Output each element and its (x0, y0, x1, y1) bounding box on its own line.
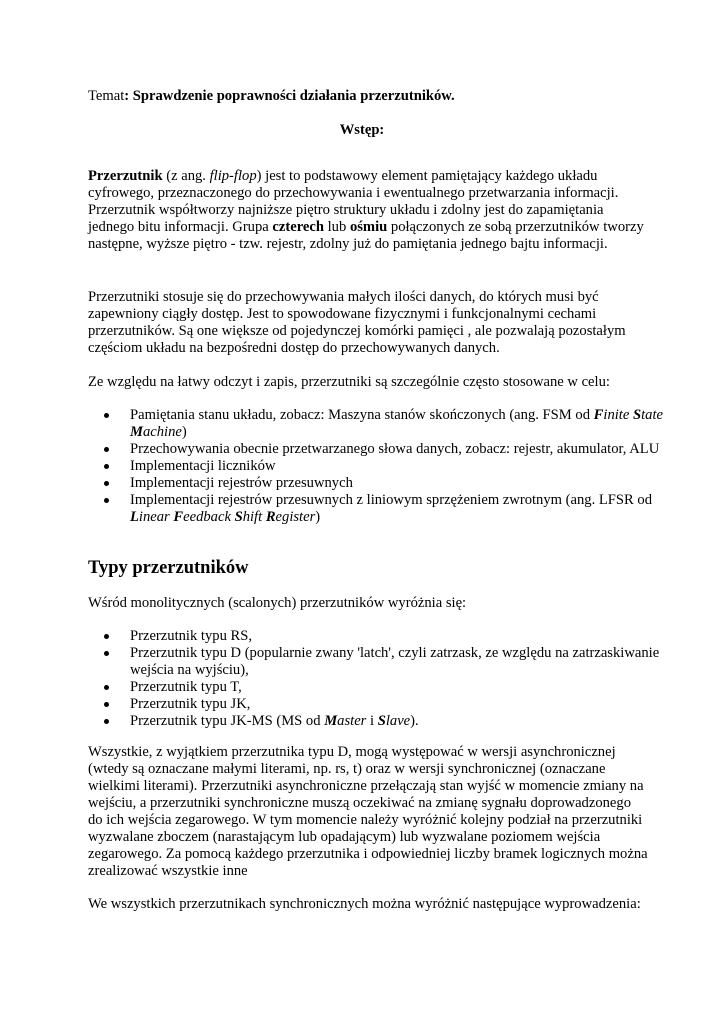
acronym-letter: S (234, 509, 243, 525)
acronym-letter: M (324, 713, 338, 729)
acronym-letter: F (173, 509, 184, 525)
list-item: Implementacji rejestrów przesuwnych (130, 475, 690, 492)
text-run: egister (275, 509, 316, 525)
text-run: ) (181, 424, 187, 440)
topic-line (88, 88, 648, 105)
list-item: Implementacji liczników (130, 458, 690, 475)
text-run: hift (242, 509, 266, 525)
paragraph-async-sync: Wszystkie, z wyjątkiem przerzutnika typu D, mogą występować w wersji asynchronicznej (wtedy są oznaczane małymi literami, np. rs, t) oraz w wersji synchronicznej (oznaczane wielkimi literami). Przerzutniki asynchroniczne przełączają stan wyjść w momencie zmiany na wejściu, a przerzutniki synchroniczne muszą oczekiwać na zmianę sygnału doprowadzonego do ich wejścia zegarowego. W tym momencie należy wyróżnić kolejny podział na przerzutniki wyzwalane zboczem (narastającym lub opadającym) lub wyzwalane poziomem wejścia zegarowego. Za pomocą każdego przerzutnika i odpowiedniej liczby bramek logicznych można zrealizować wszystkie inne (88, 744, 648, 879)
acronym-letter: S (377, 713, 386, 729)
text-run: aster (337, 713, 367, 729)
term-flip-flop: flip-flop (209, 168, 257, 184)
text-run: inite (603, 407, 633, 423)
text-run: ) (315, 509, 321, 525)
text-run: (z ang. (162, 168, 210, 184)
acronym-letter: S (632, 407, 642, 423)
text-run: Pamiętania stanu układu, zobacz: Maszyna stanów skończonych (ang. FSM od (130, 407, 594, 423)
list-item: Przerzutnik typu JK, (130, 696, 690, 713)
paragraph-usage: Przerzutniki stosuje się do przechowywania małych ilości danych, do których musi być zapewniony ciągły dostęp. Jest to spowodowane fizycznymi i funkcjonalnymi cechami przerzutników. Są one większe od pojedynczej komórki pamięci , ale pozwalają pozostałym częściom układu na bezpośredni dostęp do przechowywanych danych. (88, 289, 626, 356)
text-run: lub (323, 219, 350, 235)
list-item: Przechowywania obecnie przetwarzanego słowa danych, zobacz: rejestr, akumulator, ALU (130, 441, 690, 458)
list-item: Przerzutnik typu D (popularnie zwany 'latch', czyli zatrzask, ze względu na zatrzaskiwanie wejścia na wyjściu), (130, 645, 690, 679)
paragraph-types-intro: Wśród monolitycznych (scalonych) przerzutników wyróżnia się: (88, 595, 467, 611)
term-osmiu: ośmiu (349, 219, 388, 235)
list-item (130, 492, 690, 526)
text-run: ) jest to podstawowy element pamiętający każdego układu cyfrowego, przeznaczonego do przechowywania i ewentualnego przetwarzania informacji. Przerzutnik współtworzy najniższe piętro struktury układu i zdolny jest do zapamiętania jednego bitu informacji. Grupa (88, 168, 619, 235)
text-run: połączonych ze sobą przerzutników tworzy następne, wyższe piętro - tzw. rejestr, zdolny już do pamiętania jednego bajtu informacji. (88, 219, 644, 252)
acronym-letter: L (130, 509, 139, 525)
intro-heading: Wstęp: (339, 122, 385, 138)
text-run: Implementacji rejestrów przesuwnych z liniowym sprzężeniem zwrotnym (ang. LFSR od (130, 492, 652, 508)
term-czterech: czterech (272, 219, 324, 235)
acronym-letter: R (265, 509, 276, 525)
text-run: i (366, 713, 378, 729)
uses-list (88, 407, 690, 526)
list-item (130, 713, 690, 730)
paragraph-purpose: Ze względu na łatwy odczyt i zapis, przerzutniki są szczególnie często stosowane w celu: (88, 374, 610, 390)
text-run: lave (385, 713, 411, 729)
text-run: eedback (183, 509, 235, 525)
types-heading: Typy przerzutników (88, 558, 249, 578)
acronym-letter: M (130, 424, 143, 440)
text-run: achine (142, 424, 182, 440)
topic-label: Temat (88, 88, 125, 104)
topic-title: Sprawdzenie poprawności działania przerzutników. (132, 88, 455, 104)
list-item: Przerzutnik typu T, (130, 679, 690, 696)
text-run: Przerzutnik typu JK-MS (MS od (130, 713, 325, 729)
text-run: inear (138, 509, 174, 525)
paragraph-definition (88, 168, 648, 253)
list-item: Przerzutnik typu RS, (130, 628, 690, 645)
paragraph-pins: We wszystkich przerzutnikach synchronicznych można wyróżnić następujące wyprowadzenia: (88, 896, 641, 912)
types-list (88, 628, 690, 730)
text-run: ). (410, 713, 419, 729)
list-item (130, 407, 690, 441)
acronym-letter: F (593, 407, 604, 423)
topic-colon: : (124, 88, 133, 104)
term-przerzutnik: Przerzutnik (88, 168, 163, 184)
text-run: tate (641, 407, 663, 423)
